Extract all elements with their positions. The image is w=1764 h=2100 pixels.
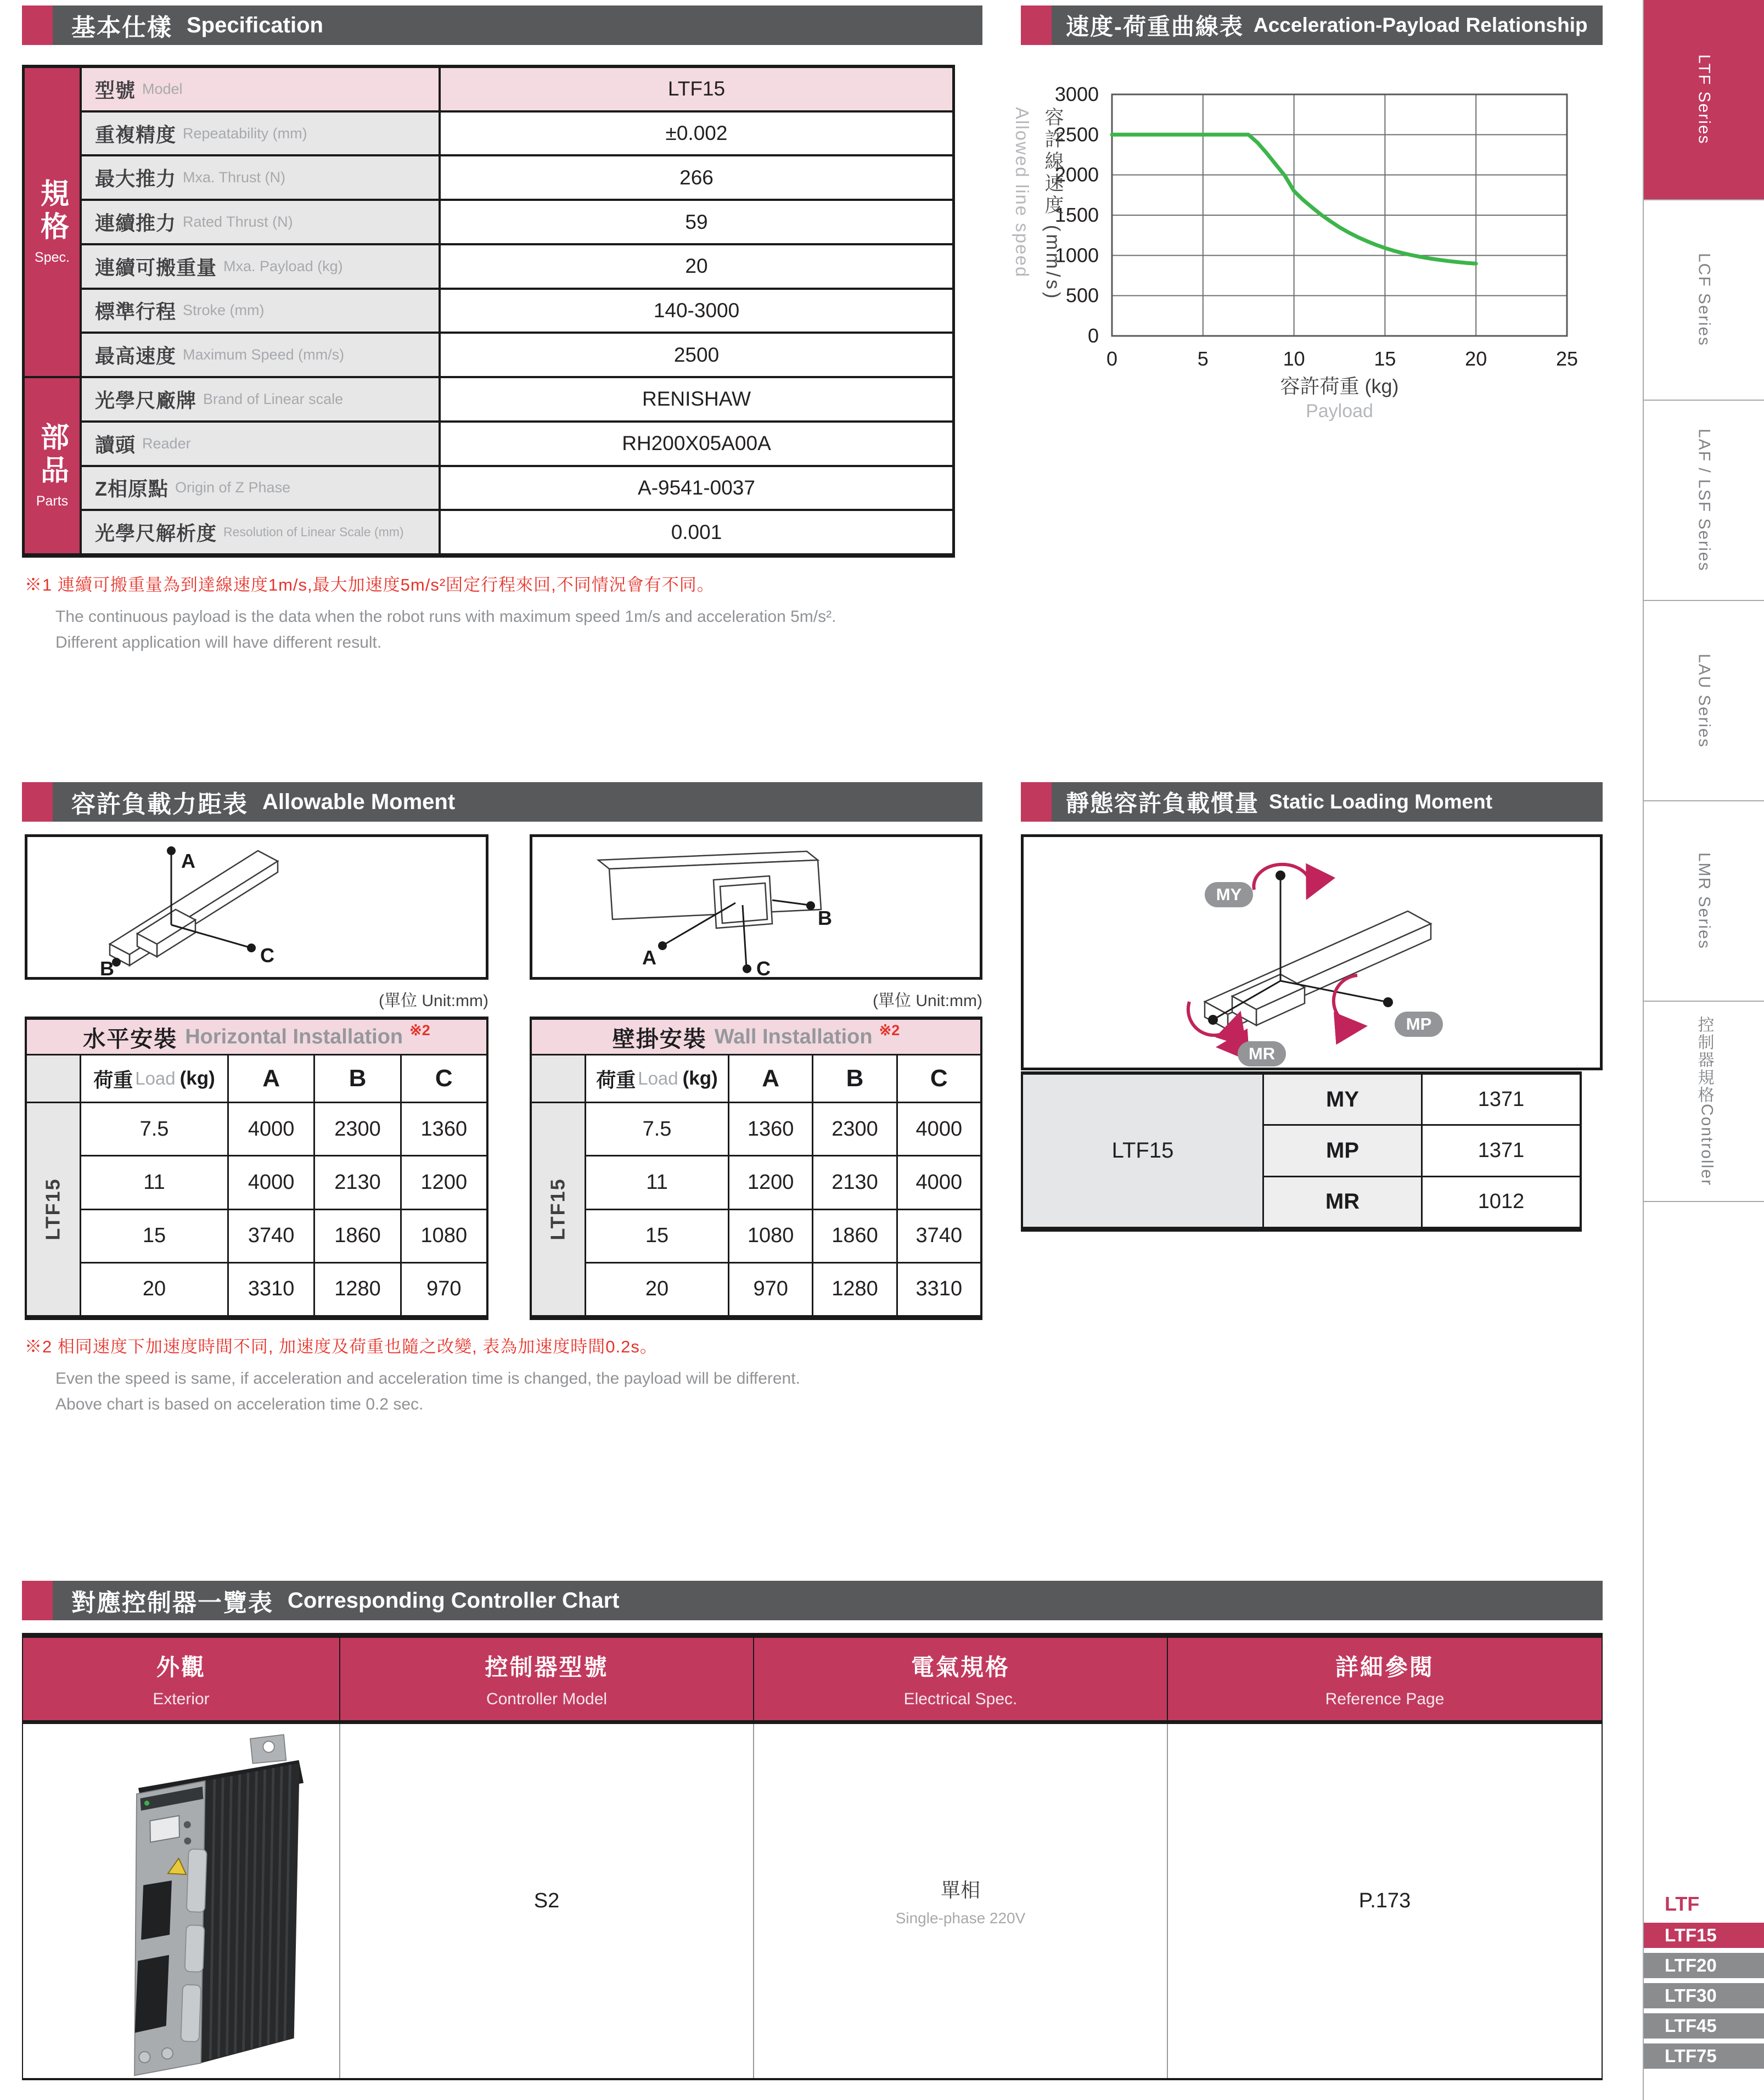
install-title-zh: 壁掛安裝 <box>612 1026 707 1052</box>
sidebar-tab-label <box>1689 1016 1720 1186</box>
wall-installation-diagram <box>530 834 982 980</box>
spec-label-zh: 連續推力 <box>95 212 177 235</box>
spec-label-zh: 型號 <box>95 78 136 102</box>
col-header-c: C <box>402 1055 486 1102</box>
load-cell: 15 <box>81 1210 227 1262</box>
y-tick-label: 2000 <box>1054 163 1099 186</box>
spec-label-en: Reader <box>142 435 191 452</box>
x-axis-label-zh: 容許荷重 (kg) <box>1280 375 1399 397</box>
spec-row-label <box>82 511 439 553</box>
spec-row-label <box>82 201 439 243</box>
static-moment-axes-drawing <box>1024 837 1600 1068</box>
badge-my: MY <box>1216 885 1242 904</box>
spec-label-zh: 光學尺廠牌 <box>95 389 197 412</box>
static-section-header <box>1021 782 1603 822</box>
static-row-value: 1012 <box>1423 1177 1580 1227</box>
y-tick-label: 3000 <box>1054 83 1099 105</box>
static-row-value: 1371 <box>1423 1075 1580 1124</box>
spec-group-parts <box>25 378 80 553</box>
load-header <box>81 1055 227 1102</box>
model-tab-ltf75[interactable]: LTF75 <box>1644 2043 1764 2069</box>
install-title <box>532 1020 980 1054</box>
install-title-note: ※2 <box>409 1021 430 1038</box>
accent-square-icon <box>1021 782 1052 822</box>
load-header-en: Load <box>135 1068 176 1088</box>
spec-title-zh: 基本仕樣 <box>71 14 172 41</box>
moment-value-cell: 1860 <box>813 1210 896 1262</box>
install-model-label: LTF15 <box>547 1178 569 1240</box>
model-tab-list <box>1644 1923 1764 2069</box>
moment-value-cell: 1280 <box>315 1264 400 1315</box>
load-cell: 11 <box>586 1156 728 1208</box>
x-tick-label: 25 <box>1555 347 1578 370</box>
spec-section-title <box>53 5 982 45</box>
unit-label-mm: (單位 Unit:mm) <box>379 992 488 1010</box>
controller-header-electrical <box>754 1638 1168 1724</box>
moment-value-cell: 2130 <box>813 1156 896 1208</box>
moment-value-cell: 3740 <box>898 1210 980 1262</box>
spec-title-en: Specification <box>187 13 323 37</box>
static-row-label: MR <box>1264 1177 1421 1227</box>
static-moment-diagram <box>1021 834 1603 1070</box>
moment-value-cell: 3740 <box>229 1210 313 1262</box>
moment-value-cell: 1280 <box>813 1264 896 1315</box>
controller-photo <box>56 1724 339 2078</box>
family-label: LTF <box>1665 1893 1700 1915</box>
moment-value-cell: 970 <box>729 1264 812 1315</box>
static-title-en: Static Loading Moment <box>1269 790 1493 813</box>
chart-y-axis-label-en: Allowed line speed <box>1012 107 1032 278</box>
spec-group-label-en: Spec. <box>35 250 70 266</box>
y-tick-label: 2500 <box>1054 123 1099 146</box>
model-tab-ltf30[interactable]: LTF30 <box>1644 1983 1764 2008</box>
chart-y-axis-label-zh: 容許線速度 (mm/s) <box>1042 107 1064 301</box>
spec-group-label-zh: 規格 <box>36 178 68 245</box>
moment-value-cell: 1200 <box>402 1156 486 1208</box>
spec-row-label <box>82 113 439 155</box>
axis-label-c: C <box>756 957 771 977</box>
spec-label-en: Model <box>142 80 183 97</box>
moment-value-cell: 1200 <box>729 1156 812 1208</box>
accent-square-icon <box>22 5 53 45</box>
moment-axes-diagram-horizontal <box>27 837 486 977</box>
accent-square-icon <box>22 1581 53 1620</box>
x-tick-label: 5 <box>1197 347 1209 370</box>
install-title-en: Wall Installation <box>714 1025 873 1048</box>
moment-value-cell: 1080 <box>402 1210 486 1262</box>
moment-value-cell: 1080 <box>729 1210 812 1262</box>
axis-label-b: B <box>100 957 114 977</box>
allowable-section-title <box>53 782 982 822</box>
moment-value-cell: 2300 <box>315 1103 400 1155</box>
controller-exterior-cell <box>23 1724 340 2078</box>
spec-row-value: RH200X05A00A <box>441 423 952 465</box>
load-cell: 20 <box>81 1264 227 1315</box>
load-header-unit: (kg) <box>179 1068 215 1089</box>
spec-row-value: 2500 <box>441 334 952 376</box>
sidebar-tab-label: LMR Series <box>1695 852 1714 950</box>
moment-value-cell: 2130 <box>315 1156 400 1208</box>
y-tick-label: 0 <box>1087 324 1099 347</box>
spec-row-label <box>82 423 439 465</box>
spec-label-en: Rated Thrust (N) <box>183 214 293 231</box>
allowable-footnote <box>25 1333 800 1417</box>
load-header <box>586 1055 728 1102</box>
static-model-cell: LTF15 <box>1023 1075 1262 1227</box>
spec-label-zh: 重複精度 <box>95 123 177 146</box>
install-model-band <box>532 1103 585 1315</box>
spec-row-value: 59 <box>441 201 952 243</box>
reference-page-value: P.173 <box>1358 1889 1411 1912</box>
header-en: Controller Model <box>486 1690 608 1708</box>
controller-section-title <box>53 1581 1603 1620</box>
spec-row-label <box>82 68 439 110</box>
wall-installation-table <box>530 1017 982 1320</box>
static-row-label: MY <box>1264 1075 1421 1124</box>
allowable-footnote-en2: Above chart is based on acceleration time 0.2 sec. <box>55 1395 424 1413</box>
spec-row-label <box>82 290 439 332</box>
x-axis-label-en: Payload <box>1306 401 1373 422</box>
moment-value-cell: 4000 <box>229 1103 313 1155</box>
controller-header-model <box>340 1638 754 1724</box>
badge-mp: MP <box>1406 1014 1432 1034</box>
controller-chart-table <box>22 1633 1603 2080</box>
accent-square-icon <box>1021 5 1052 45</box>
spec-label-zh: 最大推力 <box>95 167 177 190</box>
unit-label-mm: (單位 Unit:mm) <box>873 992 982 1010</box>
static-section-title <box>1052 782 1603 822</box>
install-model-band <box>27 1103 80 1315</box>
chart-section-title <box>1052 5 1603 45</box>
spec-row-label <box>82 156 439 199</box>
electrical-spec-zh: 單相 <box>940 1879 980 1901</box>
controller-title-en: Corresponding Controller Chart <box>288 1588 620 1613</box>
sidebar-tab-controller[interactable] <box>1644 1002 1764 1202</box>
spec-footnote-zh: ※1 連續可搬重量為到達線速度1m/s,最大加速度5m/s²固定行程來回,不同情況會有不同。 <box>25 575 715 594</box>
install-title-zh: 水平安裝 <box>83 1026 178 1052</box>
moment-value-cell: 1360 <box>402 1103 486 1155</box>
allowable-section-header <box>22 782 982 822</box>
badge-mr: MR <box>1248 1044 1276 1063</box>
horizontal-installation-table <box>25 1017 488 1320</box>
spec-row-label <box>82 245 439 288</box>
moment-value-cell: 1360 <box>729 1103 812 1155</box>
load-cell: 11 <box>81 1156 227 1208</box>
spec-footnote-en2: Different application will have different result. <box>55 633 382 652</box>
controller-reference-cell <box>1168 1724 1602 2078</box>
spec-label-en: Mxa. Thrust (N) <box>183 169 286 186</box>
moment-value-cell: 2300 <box>813 1103 896 1155</box>
moment-value-cell: 1860 <box>315 1210 400 1262</box>
spec-label-zh: 光學尺解析度 <box>95 522 217 545</box>
spec-label-zh: 標準行程 <box>95 300 177 323</box>
spec-group-label-en: Parts <box>36 493 69 509</box>
spec-row-label <box>82 467 439 509</box>
spec-row-value: ±0.002 <box>441 113 952 155</box>
spec-label-en: Origin of Z Phase <box>175 479 291 496</box>
load-cell: 15 <box>586 1210 728 1262</box>
load-cell: 7.5 <box>586 1103 728 1155</box>
chart-title-zh: 速度-荷重曲線表 <box>1066 14 1244 40</box>
horizontal-installation-diagram <box>25 834 488 980</box>
load-header-en: Load <box>638 1068 678 1088</box>
allowable-title-en: Allowable Moment <box>262 789 456 814</box>
static-moment-table <box>1021 1071 1582 1232</box>
spec-row-value: 0.001 <box>441 511 952 553</box>
controller-electrical-cell <box>754 1724 1168 2078</box>
header-en: Exterior <box>153 1690 210 1708</box>
allowable-footnote-zh: ※2 相同速度下加速度時間不同, 加速度及荷重也隨之改變, 表為加速度時間0.2s。 <box>25 1337 658 1356</box>
spec-footnote <box>25 571 836 655</box>
sidebar-tab-lmr-series[interactable] <box>1644 801 1764 1002</box>
install-title <box>27 1020 486 1054</box>
spec-row-value: 140-3000 <box>441 290 952 332</box>
electrical-spec-en: Single-phase 220V <box>895 1910 1026 1927</box>
spec-footnote-en1: The continuous payload is the data when the robot runs with maximum speed 1m/s and acceleration 5m/s². <box>55 608 836 626</box>
accent-square-icon <box>22 782 53 822</box>
moment-value-cell: 4000 <box>229 1156 313 1208</box>
y-tick-label: 500 <box>1065 284 1099 307</box>
col-header-b: B <box>813 1055 896 1102</box>
load-header-zh: 荷重 <box>596 1068 636 1091</box>
sidebar-tab-label-zh: 控制器規格 <box>1695 1016 1714 1104</box>
actuator-wall-drawing <box>598 851 821 928</box>
axis-label-a: A <box>181 850 195 872</box>
chart-section-header <box>1021 5 1603 45</box>
y-tick-label: 1000 <box>1054 244 1099 267</box>
col-header-c: C <box>898 1055 980 1102</box>
sidebar-tab-label-en: Controller <box>1698 1104 1716 1187</box>
sidebar-tab-label: LAF / LSF Series <box>1695 429 1714 572</box>
model-tab-ltf45[interactable]: LTF45 <box>1644 2013 1764 2039</box>
controller-header-exterior <box>23 1638 340 1724</box>
moment-value-cell: 3310 <box>898 1264 980 1315</box>
spec-label-zh: 最高速度 <box>95 345 177 368</box>
col-header-b: B <box>315 1055 400 1102</box>
spec-label-zh: 連續可搬重量 <box>95 256 217 279</box>
header-en: Electrical Spec. <box>903 1690 1018 1708</box>
install-corner <box>27 1055 80 1102</box>
acceleration-payload-chart <box>1004 55 1608 450</box>
spec-section-header <box>22 5 982 45</box>
spec-group-label-zh: 部品 <box>36 422 68 488</box>
header-en: Reference Page <box>1325 1690 1445 1708</box>
x-tick-label: 10 <box>1283 347 1305 370</box>
spec-row-label <box>82 334 439 376</box>
spec-row-value: RENISHAW <box>441 378 952 420</box>
spec-label-en: Mxa. Payload (kg) <box>223 257 343 274</box>
x-tick-label: 20 <box>1465 347 1487 370</box>
model-tab-ltf15[interactable]: LTF15 <box>1644 1923 1764 1948</box>
load-cell: 20 <box>586 1264 728 1315</box>
spec-label-zh: 讀頭 <box>95 433 136 456</box>
x-tick-label: 0 <box>1106 347 1118 370</box>
spec-row-value: 266 <box>441 156 952 199</box>
y-tick-label: 1500 <box>1054 204 1099 226</box>
install-corner <box>532 1055 585 1102</box>
model-tab-ltf20[interactable]: LTF20 <box>1644 1953 1764 1978</box>
install-title-en: Horizontal Installation <box>185 1025 403 1048</box>
spec-label-en: Maximum Speed (mm/s) <box>183 346 345 363</box>
controller-model-value: S2 <box>533 1889 560 1912</box>
spec-row-value: LTF15 <box>441 68 952 110</box>
install-title-note: ※2 <box>879 1021 900 1038</box>
moment-value-cell: 4000 <box>898 1156 980 1208</box>
header-zh: 電氣規格 <box>911 1654 1010 1680</box>
controller-model-cell <box>340 1724 754 2078</box>
axis-label-a: A <box>642 946 656 969</box>
sidebar-tab-laf-lsf-series[interactable] <box>1644 401 1764 601</box>
static-row-value: 1371 <box>1423 1126 1580 1175</box>
header-zh: 控制器型號 <box>485 1654 609 1680</box>
controller-section-header <box>22 1581 1603 1620</box>
controller-title-zh: 對應控制器一覽表 <box>71 1590 273 1616</box>
moment-value-cell: 4000 <box>898 1103 980 1155</box>
spec-label-en: Brand of Linear scale <box>203 390 344 407</box>
header-zh: 詳細參閱 <box>1335 1654 1434 1680</box>
allowable-title-zh: 容許負載力距表 <box>71 791 248 818</box>
x-tick-label: 15 <box>1374 347 1396 370</box>
spec-group-spec <box>25 68 80 376</box>
sidebar-tab-label: LTF Series <box>1695 54 1714 145</box>
controller-header-reference <box>1168 1638 1602 1724</box>
load-header-unit: (kg) <box>682 1068 718 1089</box>
sidebar-tab-ltf-series[interactable] <box>1644 0 1764 200</box>
spec-label-zh: Z相原點 <box>95 478 168 501</box>
allowable-footnote-en1: Even the speed is same, if acceleration and acceleration time is changed, the payload will be different. <box>55 1369 800 1388</box>
sidebar-tab-lcf-series[interactable] <box>1644 200 1764 401</box>
actuator-beam-drawing <box>1205 911 1431 1030</box>
static-row-label: MP <box>1264 1126 1421 1175</box>
spec-label-en: Resolution of Linear Scale (mm) <box>223 525 404 540</box>
load-cell: 7.5 <box>81 1103 227 1155</box>
sidebar-tab-label: LCF Series <box>1695 253 1714 347</box>
sidebar-tab-label: LAU Series <box>1695 653 1714 748</box>
load-header-zh: 荷重 <box>93 1068 133 1091</box>
moment-value-cell: 3310 <box>229 1264 313 1315</box>
install-model-label: LTF15 <box>42 1178 64 1240</box>
spec-label-en: Stroke (mm) <box>183 302 265 319</box>
col-header-a: A <box>229 1055 313 1102</box>
static-title-zh: 靜態容許負載慣量 <box>1066 790 1260 816</box>
connector-block <box>138 1878 176 1943</box>
col-header-a: A <box>729 1055 812 1102</box>
spec-row-value: A-9541-0037 <box>441 467 952 509</box>
axis-label-c: C <box>260 944 274 967</box>
spec-row-value: 20 <box>441 245 952 288</box>
chart-title-en: Acceleration-Payload Relationship <box>1254 14 1588 36</box>
spec-label-en: Repeatability (mm) <box>183 125 307 142</box>
moment-value-cell: 970 <box>402 1264 486 1315</box>
header-zh: 外觀 <box>156 1654 206 1680</box>
axis-label-b: B <box>818 907 832 929</box>
sidebar-tab-lau-series[interactable] <box>1644 601 1764 801</box>
specification-table <box>22 65 955 558</box>
series-tab-list <box>1644 0 1764 1202</box>
spec-row-label <box>82 378 439 420</box>
moment-axes-diagram-wall <box>532 837 980 977</box>
